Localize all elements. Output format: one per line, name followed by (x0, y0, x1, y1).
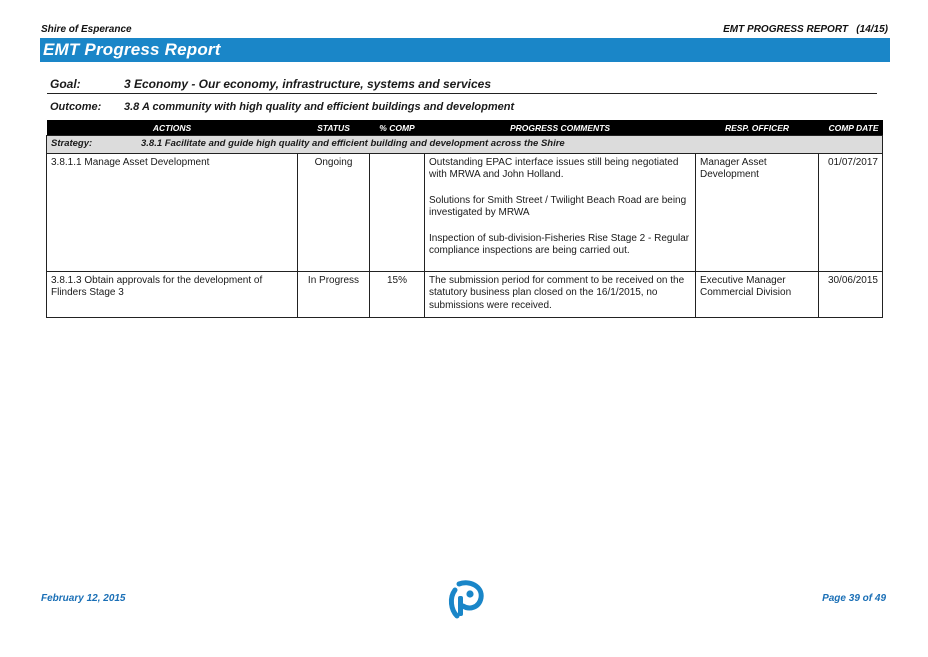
actions-table (46, 120, 883, 318)
comment-paragraph: Inspection of sub-division-Fisheries Rise Stage 2 - Regular compliance inspections are being carried out. (429, 232, 690, 256)
col-header-date: COMP DATE (819, 120, 883, 136)
strategy-row (47, 136, 883, 154)
comment-paragraph: Solutions for Smith Street / Twilight Beach Road are being investigated by MRWA (429, 194, 687, 218)
title-bar (40, 38, 890, 62)
officer-cell: Executive Manager Commercial Division (696, 271, 819, 317)
shire-logo-icon (443, 578, 487, 620)
outcome-text: 3.8 A community with high quality and efficient buildings and development (124, 101, 515, 113)
comp-cell: 15% (370, 271, 425, 317)
goal-label: Goal: (50, 77, 81, 91)
organisation-name: Shire of Esperance (41, 24, 132, 35)
goal-divider (47, 93, 877, 94)
footer-page-number: Page 39 of 49 (822, 593, 886, 604)
comments-cell (425, 271, 696, 317)
goal-text: 3 Economy - Our economy, infrastructure, systems and services (124, 77, 492, 91)
page-title: EMT Progress Report (43, 40, 221, 59)
col-header-comp: % COMP (370, 120, 425, 136)
col-header-comments: PROGRESS COMMENTS (425, 120, 696, 136)
strategy-label: Strategy: (51, 138, 93, 149)
report-reference: EMT PROGRESS REPORT (14/15) (723, 24, 888, 35)
date-cell: 01/07/2017 (819, 153, 883, 271)
status-cell: Ongoing (298, 153, 370, 271)
comp-cell (370, 153, 425, 271)
strategy-text: 3.8.1 Facilitate and guide high quality and efficient building and development across the Shire (141, 138, 565, 149)
officer-cell: Manager Asset Development (696, 153, 819, 271)
comment-paragraph: Outstanding EPAC interface issues still being negotiated with MRWA and John Holland. (429, 156, 679, 180)
comment-paragraph: The submission period for comment to be received on the statutory business plan closed on the 16/1/2015, no submissions were received. (429, 274, 685, 311)
table-header-row (47, 120, 883, 136)
date-cell: 30/06/2015 (819, 271, 883, 317)
status-cell: In Progress (298, 271, 370, 317)
outcome-label: Outcome: (50, 101, 102, 113)
comments-cell (425, 153, 696, 271)
action-cell: 3.8.1.3 Obtain approvals for the development of Flinders Stage 3 (47, 271, 298, 317)
col-header-status: STATUS (298, 120, 370, 136)
col-header-officer: RESP. OFFICER (696, 120, 819, 136)
action-cell: 3.8.1.1 Manage Asset Development (47, 153, 298, 271)
table-row (47, 271, 883, 317)
col-header-actions: ACTIONS (47, 120, 298, 136)
strategy-cell (47, 136, 883, 154)
table-row (47, 153, 883, 271)
footer-date: February 12, 2015 (41, 593, 126, 604)
